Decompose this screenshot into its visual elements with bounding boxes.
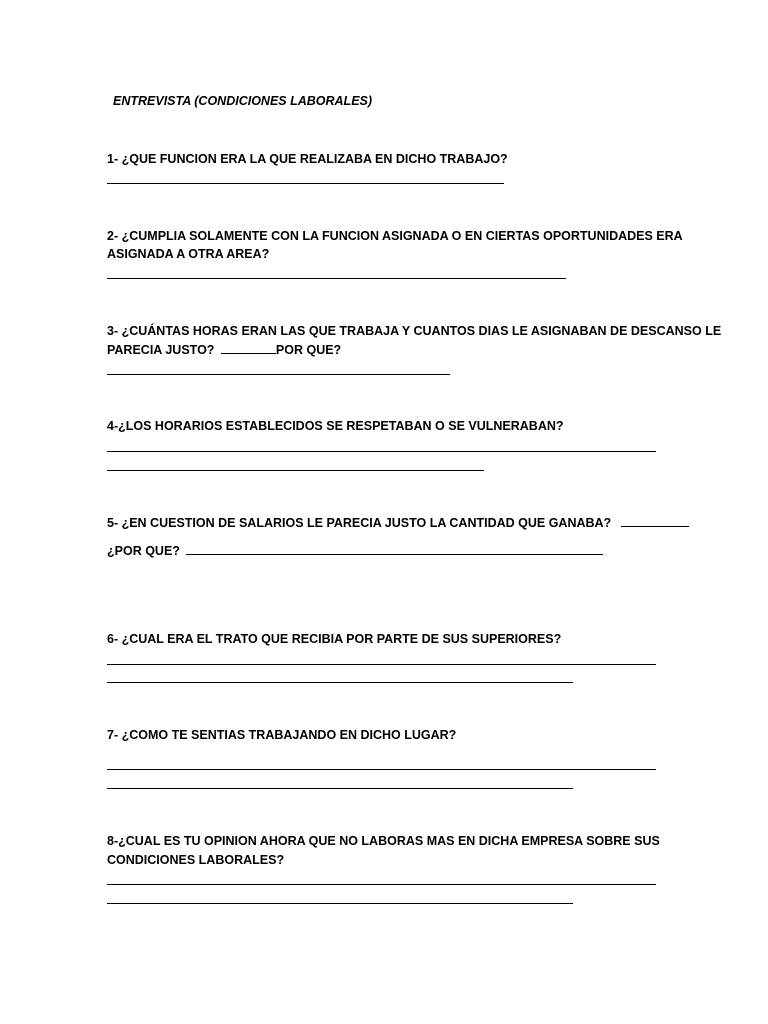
question-1-text: 1- ¿QUE FUNCION ERA LA QUE REALIZABA EN DICHO TRABAJO?	[107, 152, 508, 166]
question-2-text-line-1: 2- ¿CUMPLIA SOLAMENTE CON LA FUNCION ASIGNADA O EN CIERTAS OPORTUNIDADES ERA	[107, 229, 683, 243]
question-8-answer-line-1[interactable]	[107, 884, 656, 885]
question-5-text-line-2	[107, 543, 603, 559]
question-5-text-line-1	[107, 515, 689, 531]
question-4-text: 4-¿LOS HORARIOS ESTABLECIDOS SE RESPETABAN O SE VULNERABAN?	[107, 419, 564, 433]
question-5-amount-blank[interactable]	[621, 515, 689, 527]
question-6-answer-line-1[interactable]	[107, 664, 656, 665]
question-5-porque-blank[interactable]	[186, 543, 603, 555]
question-3-porque-label: POR QUE?	[275, 343, 342, 357]
question-2-answer-line[interactable]	[107, 278, 566, 279]
question-3-text-line-1: 3- ¿CUÁNTAS HORAS ERAN LAS QUE TRABAJA Y CUANTOS DIAS LE ASIGNABAN DE DESCANSO LE	[107, 324, 722, 338]
question-4-answer-line-2[interactable]	[107, 470, 484, 471]
question-5-porque-label: ¿POR QUE?	[107, 544, 180, 558]
question-6-text: 6- ¿CUAL ERA EL TRATO QUE RECIBIA POR PARTE DE SUS SUPERIORES?	[107, 632, 562, 646]
question-3-text-line-2	[107, 342, 341, 358]
question-5-question-label: 5- ¿EN CUESTION DE SALARIOS LE PARECIA JUSTO LA CANTIDAD QUE GANABA?	[107, 516, 612, 530]
question-2-text-line-2: ASIGNADA A OTRA AREA?	[107, 247, 270, 261]
question-3-justo-label: PARECIA JUSTO?	[107, 343, 215, 357]
question-7-answer-line-1[interactable]	[107, 769, 656, 770]
question-3-answer-line[interactable]	[107, 374, 450, 375]
document-title: ENTREVISTA (CONDICIONES LABORALES)	[113, 94, 373, 108]
question-8-text-line-1: 8-¿CUAL ES TU OPINION AHORA QUE NO LABORAS MAS EN DICHA EMPRESA SOBRE SUS	[107, 834, 660, 848]
question-7-answer-line-2[interactable]	[107, 788, 573, 789]
question-6-answer-line-2[interactable]	[107, 682, 573, 683]
question-8-text-line-2: CONDICIONES LABORALES?	[107, 853, 285, 867]
question-4-answer-line-1[interactable]	[107, 451, 656, 452]
question-1-answer-line[interactable]	[107, 183, 504, 184]
question-3-justo-blank[interactable]	[221, 342, 276, 354]
question-7-text: 7- ¿COMO TE SENTIAS TRABAJANDO EN DICHO LUGAR?	[107, 728, 457, 742]
question-8-answer-line-2[interactable]	[107, 903, 573, 904]
